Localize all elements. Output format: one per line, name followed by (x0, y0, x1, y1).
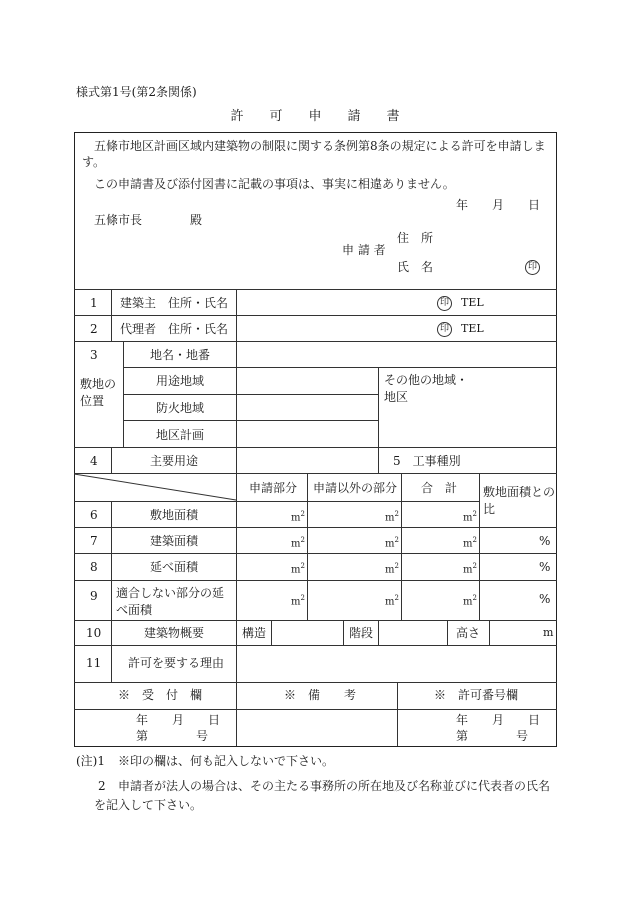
row-line (74, 527, 557, 528)
row-label-building-summary: 建築物概要 (144, 626, 205, 640)
row-line (123, 420, 378, 421)
unit-sqm: $m^2$ (463, 562, 477, 576)
intro-line-2: この申請書及び添付図書に記載の事項は、事実に相違ありません。 (94, 177, 455, 191)
reception-header: ※ 受 付 欄 (118, 688, 203, 702)
note-1: ※印の欄は、何も記入しないで下さい。 (118, 754, 335, 768)
row-number: 1 (90, 296, 98, 310)
row-line (74, 501, 479, 502)
table-border-right (556, 132, 557, 747)
col-line (447, 620, 448, 645)
col-line (397, 682, 398, 746)
unit-meter: m (543, 626, 554, 639)
address-label: 住 所 (397, 231, 434, 245)
note-2-line-2: を記入して下さい。 (94, 798, 203, 812)
col-header-ratio: 敷地面積との比 (483, 485, 556, 517)
intro-line-1b: す。 (82, 155, 106, 169)
unit-sqm: $m^2$ (385, 510, 399, 524)
row-label-reason: 許可を要する理由 (128, 656, 225, 670)
col-line (271, 620, 272, 645)
applicant-label: 申 請 者 (342, 243, 386, 257)
site-group-label: 敷地の 位置 (80, 377, 117, 409)
col-line (489, 620, 490, 645)
unit-sqm: $m^2$ (291, 594, 305, 608)
col-line (123, 341, 124, 447)
row-line (74, 341, 557, 342)
header-diagonal (74, 473, 237, 501)
permit-number: 第 号 (456, 729, 529, 743)
row-number: 2 (90, 322, 98, 336)
intro-line-1: 五條市地区計画区域内建築物の制限に関する条例第8条の規定による許可を申請しま (94, 139, 546, 153)
col-line (111, 289, 112, 341)
row-number: 10 (86, 626, 102, 640)
col-line (307, 473, 308, 620)
row-line (74, 645, 557, 646)
row-label-work-type: 5 工事種別 (393, 454, 461, 468)
note-2-line-1: 申請者が法人の場合は、その主たる事務所の所在地及び名称並びに代表者の氏名 (118, 779, 551, 793)
row-label-fire-zone: 防火地域 (156, 401, 205, 415)
table-border-bottom (74, 746, 557, 747)
unit-sqm: $m^2$ (385, 562, 399, 576)
row-label-use-zone: 用途地域 (156, 374, 205, 388)
addressee: 五條市長 殿 (94, 213, 203, 227)
table-border-top (74, 132, 557, 133)
row-label-site-area: 敷地面積 (150, 508, 199, 522)
table-border-left (74, 132, 75, 747)
col-line (111, 501, 112, 645)
unit-sqm: $m^2$ (463, 594, 477, 608)
unit-sqm: $m^2$ (291, 510, 305, 524)
note-1-prefix: (注)1 (76, 754, 105, 768)
row-line (123, 394, 378, 395)
row-number: 11 (86, 656, 102, 670)
row-label-owner: 建築主 住所・氏名 (120, 296, 229, 310)
remarks-header: ※ 備 考 (284, 688, 357, 702)
permit-date: 年 月 日 (456, 713, 541, 727)
unit-sqm: $m^2$ (385, 536, 399, 550)
col-line (236, 645, 237, 746)
row-label-agent: 代理者 住所・氏名 (120, 322, 229, 336)
row-number: 8 (90, 560, 98, 574)
col-header-other: 申請以外の部分 (313, 481, 398, 495)
col-line (378, 367, 379, 473)
permit-number-header: ※ 許可番号欄 (434, 688, 519, 702)
col-line (378, 620, 379, 645)
row-label-district-plan: 地区計画 (156, 428, 205, 442)
row-line (123, 367, 557, 368)
unit-sqm: $m^2$ (291, 562, 305, 576)
name-label: 氏 名 (397, 260, 434, 274)
row-label-lot: 地名・地番 (150, 348, 211, 362)
tel-label: TEL (461, 322, 484, 335)
unit-percent: % (539, 560, 551, 574)
unit-sqm: $m^2$ (291, 536, 305, 550)
date-field[interactable]: 年 月 日 (456, 198, 541, 212)
seal-icon: 印 (437, 321, 452, 337)
note-2-prefix: 2 (98, 779, 106, 793)
col-line (236, 289, 237, 473)
row-line (74, 709, 557, 710)
row-line (74, 447, 557, 448)
stories-label: 階段 (349, 626, 374, 640)
form-number: 様式第1号(第2条関係) (76, 85, 197, 99)
col-line (401, 473, 402, 620)
other-zone-label: その他の地域・ 地区 (384, 373, 469, 405)
col-line (343, 620, 344, 645)
unit-sqm: $m^2$ (463, 536, 477, 550)
row-line (74, 315, 557, 316)
unit-percent: % (539, 592, 551, 606)
row-label-building-area: 建築面積 (150, 534, 199, 548)
reception-date: 年 月 日 (136, 713, 221, 727)
tel-label: TEL (461, 296, 484, 309)
row-line (74, 620, 557, 621)
seal-icon: 印 (525, 259, 540, 275)
structure-label: 構造 (242, 626, 267, 640)
col-header-total: 合 計 (421, 481, 458, 495)
unit-sqm: $m^2$ (463, 510, 477, 524)
row-line (74, 553, 557, 554)
row-label-floor-area: 延べ面積 (150, 560, 199, 574)
col-line (479, 473, 480, 620)
row-number: 3 (90, 348, 98, 362)
col-header-applied: 申請部分 (249, 481, 298, 495)
row-label-nonconforming: 適合しない部分の延べ面積 (116, 586, 225, 618)
row-line (74, 682, 557, 683)
row-number: 7 (90, 534, 98, 548)
col-line (111, 645, 112, 682)
reception-number: 第 号 (136, 729, 209, 743)
row-number: 6 (90, 508, 98, 522)
row-line (74, 580, 557, 581)
row-number: 9 (90, 589, 98, 603)
unit-sqm: $m^2$ (385, 594, 399, 608)
unit-percent: % (539, 534, 551, 548)
row-line (74, 289, 557, 290)
seal-icon: 印 (437, 295, 452, 311)
row-number: 4 (90, 454, 98, 468)
col-line (111, 447, 112, 473)
page-title: 許 可 申 請 書 (230, 109, 400, 124)
height-label: 高さ (456, 626, 481, 640)
row-label-main-use: 主要用途 (150, 454, 199, 468)
